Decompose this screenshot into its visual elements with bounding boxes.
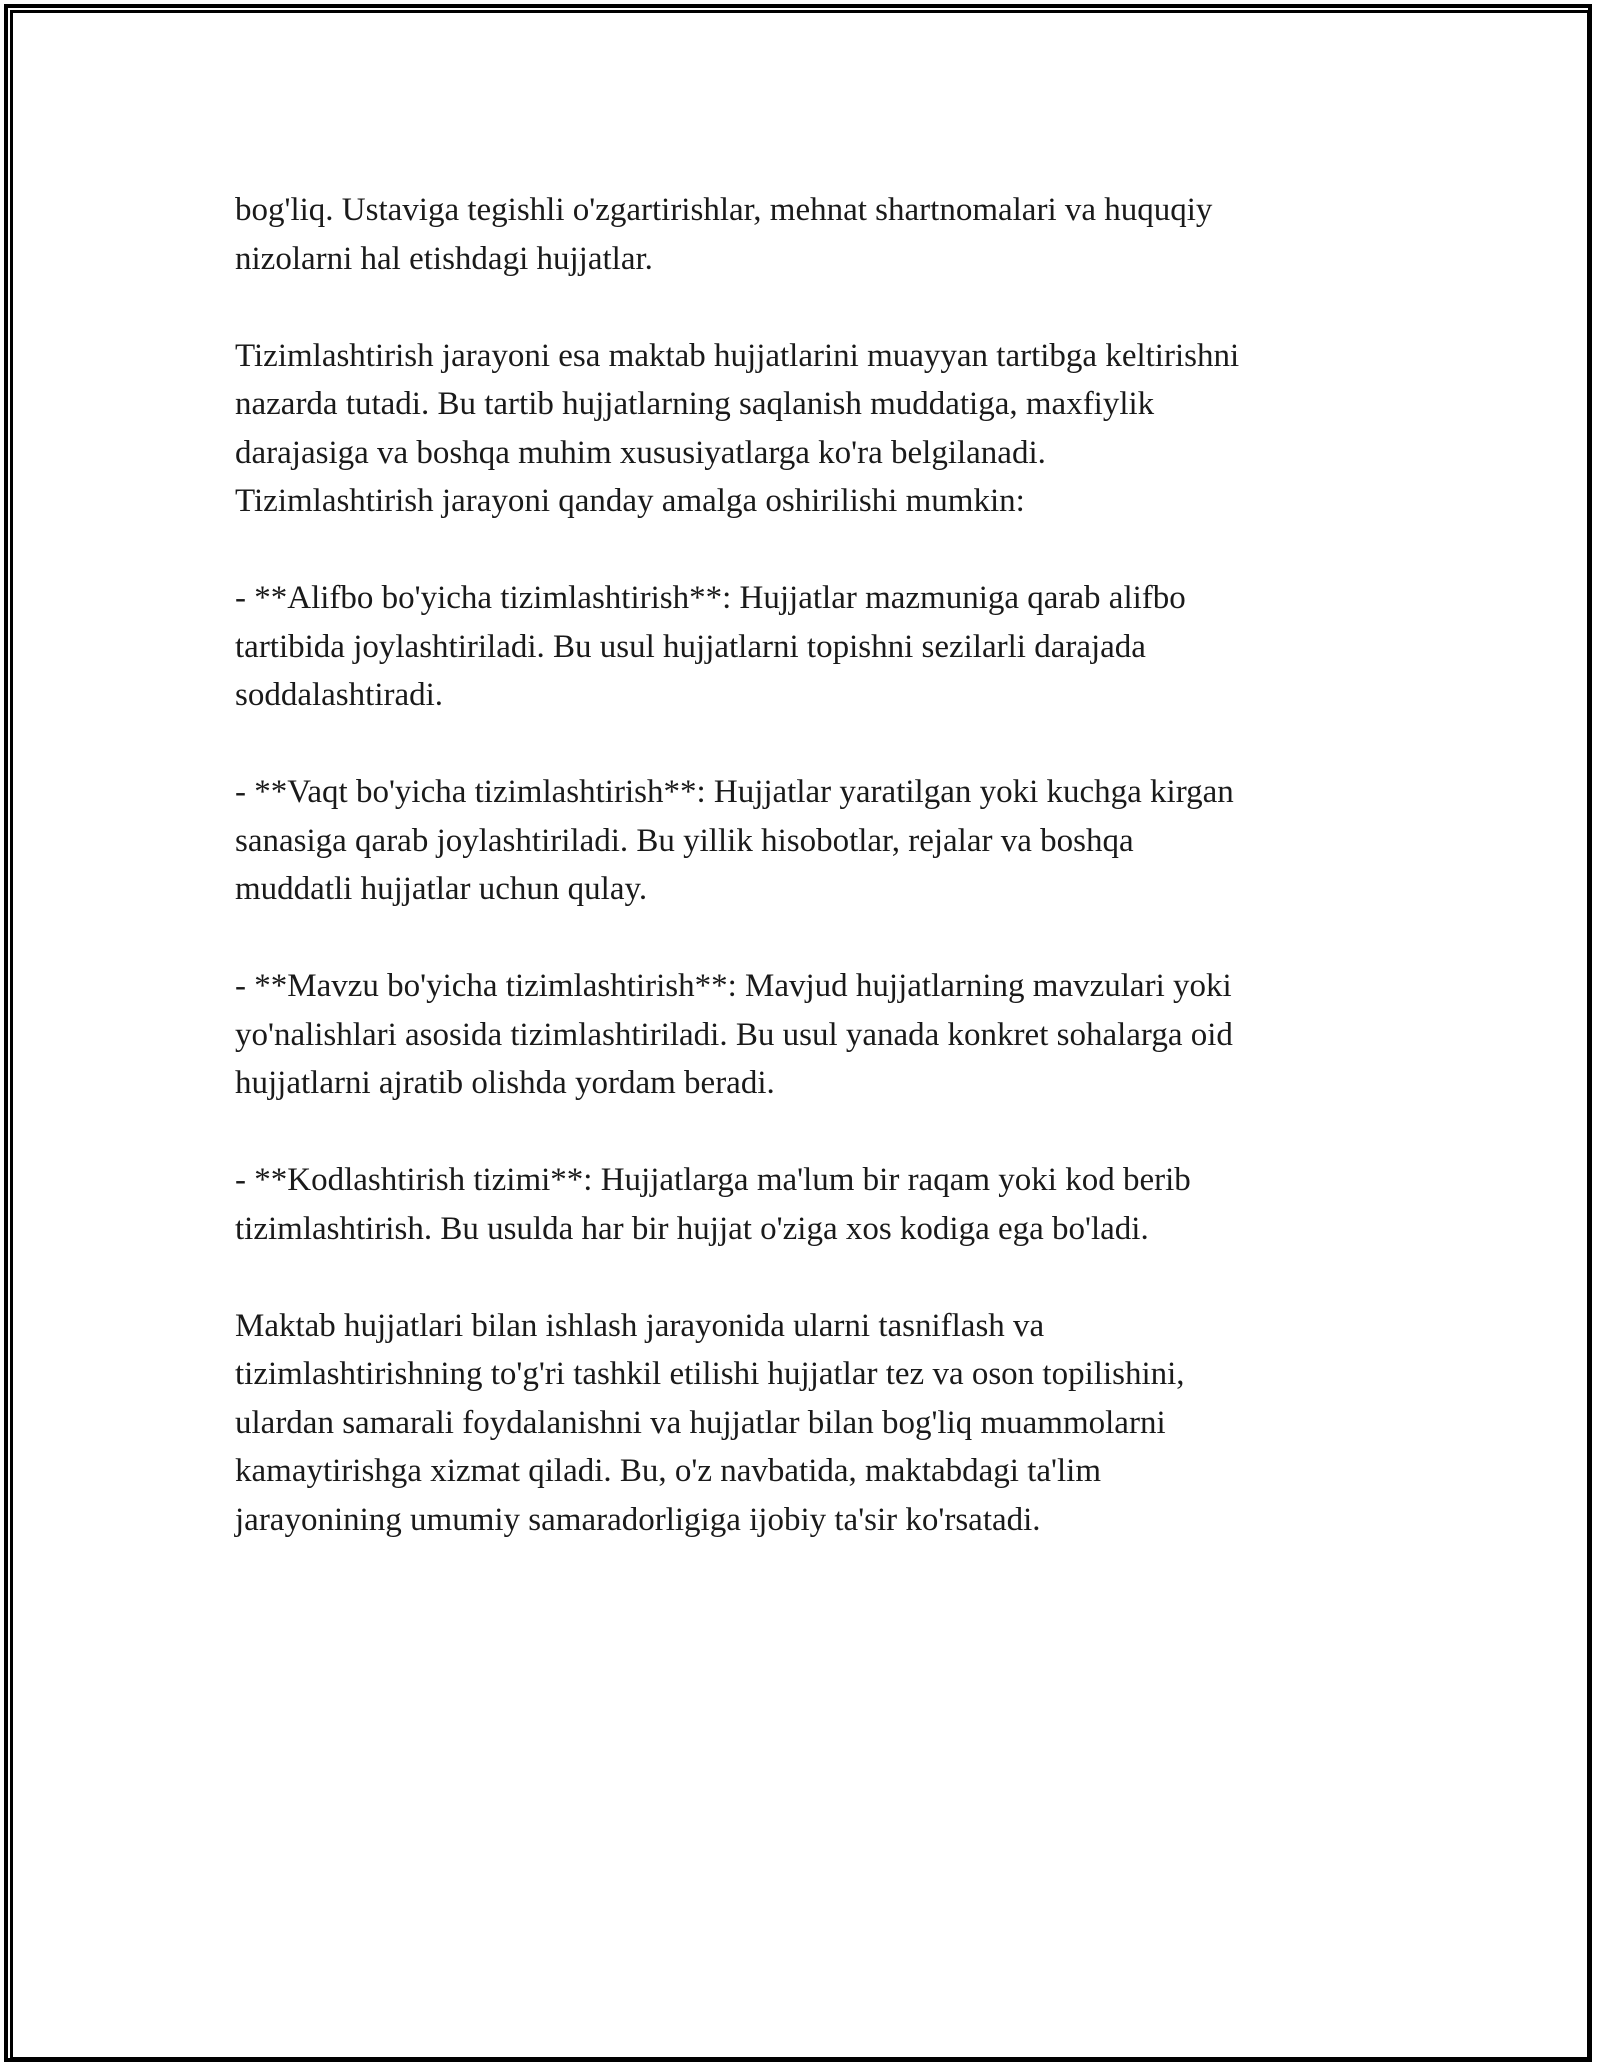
text-line: ulardan samarali foydalanishni va hujjatlar bilan bog'liq muammolarni xyxy=(235,1404,1166,1441)
text-line: nizolarni hal etishdagi hujjatlar. xyxy=(235,240,653,277)
paragraph xyxy=(235,332,1385,526)
text-line: Maktab hujjatlari bilan ishlash jarayonida ularni tasniflash va xyxy=(235,1307,1045,1344)
list-item-paragraph xyxy=(235,1156,1385,1253)
text-line: hujjatlarni ajratib olishda yordam beradi. xyxy=(235,1065,775,1101)
text-line: - **Vaqt bo'yicha tizimlashtirish**: Hujjatlar yaratilgan yoki kuchga kirgan xyxy=(235,774,1234,810)
text-line: sanasiga qarab joylashtiriladi. Bu yillik hisobotlar, rejalar va boshqa xyxy=(235,822,1134,859)
list-item-paragraph xyxy=(235,574,1385,720)
text-line: - **Kodlashtirish tizimi**: Hujjatlarga ma'lum bir raqam yoki kod berib xyxy=(235,1162,1191,1198)
text-line: - **Alifbo bo'yicha tizimlashtirish**: Hujjatlar mazmuniga qarab alifbo xyxy=(235,580,1186,616)
text-line: jarayonining umumiy samaradorligiga ijobiy ta'sir ko'rsatadi. xyxy=(235,1501,1041,1538)
paragraph xyxy=(235,1302,1385,1545)
paragraph xyxy=(235,186,1385,283)
text-line: Tizimlashtirish jarayoni qanday amalga oshirilishi mumkin: xyxy=(235,483,1025,519)
text-line: kamaytirishga xizmat qiladi. Bu, o'z navbatida, maktabdagi ta'lim xyxy=(235,1453,1101,1489)
document-body xyxy=(235,186,1385,1544)
text-line: tizimlashtirishning to'g'ri tashkil etilishi hujjatlar tez va oson topilishini, xyxy=(235,1356,1185,1392)
list-item-paragraph xyxy=(235,962,1385,1108)
text-line: - **Mavzu bo'yicha tizimlashtirish**: Mavjud hujjatlarning mavzulari yoki xyxy=(235,968,1232,1004)
text-line: tizimlashtirish. Bu usulda har bir hujjat o'ziga xos kodiga ega bo'ladi. xyxy=(235,1210,1149,1247)
list-item-paragraph xyxy=(235,768,1385,914)
text-line: nazarda tutadi. Bu tartib hujjatlarning saqlanish muddatiga, maxfiylik xyxy=(235,386,1155,422)
text-line: soddalashtiradi. xyxy=(235,677,444,713)
text-line: Tizimlashtirish jarayoni esa maktab hujjatlarini muayyan tartibga keltirishni xyxy=(235,337,1240,374)
text-line: yo'nalishlari asosida tizimlashtiriladi. Bu usul yanada konkret sohalarga oid xyxy=(235,1016,1233,1053)
text-line: tartibida joylashtiriladi. Bu usul hujjatlarni topishni sezilarli darajada xyxy=(235,628,1146,665)
text-line: muddatli hujjatlar uchun qulay. xyxy=(235,871,648,907)
text-line: darajasiga va boshqa muhim xususiyatlarga ko'ra belgilanadi. xyxy=(235,434,1046,471)
text-line: bog'liq. Ustaviga tegishli o'zgartirishlar, mehnat shartnomalari va huquqiy xyxy=(235,192,1213,228)
